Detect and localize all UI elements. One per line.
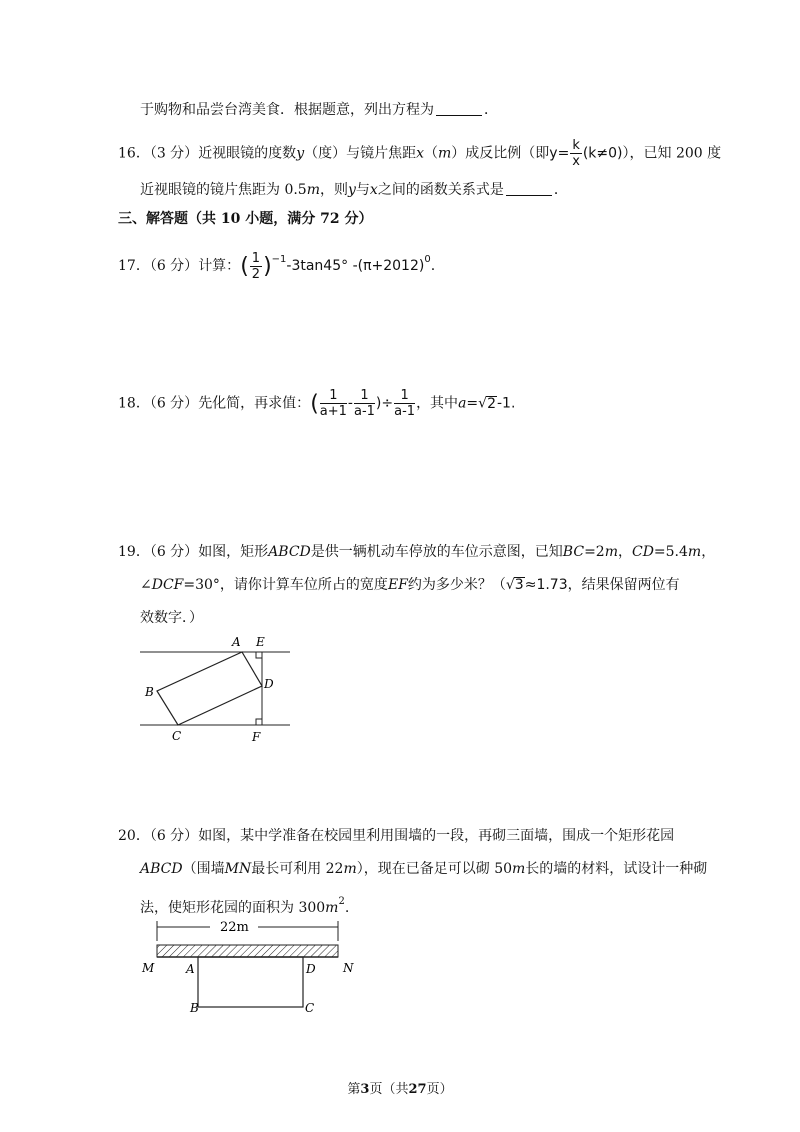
label-E: E — [256, 635, 265, 649]
section-heading: 三、解答题（共 10 小题，满分 72 分） — [118, 211, 373, 227]
label-D: D — [264, 677, 274, 691]
q20-line1: 20．（6 分）如图，某中学准备在校园里利用围墙的一段，再砌三面墙，围成一个矩形花园 — [118, 828, 675, 844]
q19-figure — [135, 628, 295, 743]
q20-line2: ABCD（围墙MN最长可利用 22m），现在已备足可以砌 50m长的墙的材料，试设计一种砌 — [140, 861, 708, 877]
answer-blank — [506, 181, 552, 196]
label-D: D — [306, 962, 316, 976]
q20-figure — [140, 915, 365, 1020]
q16-line2: 近视眼镜的镜片焦距为 0.5m，则y与x之间的函数关系式是 ． — [140, 182, 568, 198]
q18: 18．（6 分）先化简，再求值：( $\frac{1}{a+1}$ - $\frac{1}{a-1}$ )÷ $\frac{1}{a-1}$ ，其中a=√2-1. — [118, 388, 516, 419]
label-M: M — [142, 961, 155, 975]
page-footer: 第3页（共27页） — [347, 1082, 453, 1097]
answer-blank — [436, 101, 482, 116]
label-F: F — [252, 730, 261, 743]
label-C: C — [305, 1001, 315, 1015]
q19-line2: ∠DCF=30°，请你计算车位所占的宽度EF约为多少米？（√3≈1.73，结果保留两位有 — [140, 577, 680, 593]
label-N: N — [343, 961, 354, 975]
length-label: 22m — [220, 920, 249, 935]
q15-tail: 于购物和品尝台湾美食．根据题意，列出方程为 ． — [140, 102, 498, 118]
label-B: B — [190, 1001, 199, 1015]
label-C: C — [172, 729, 182, 743]
formula-fraction: $\frac{k}{x}$ — [572, 138, 580, 169]
q19-line3: 效数字．） — [140, 610, 203, 626]
label-A: A — [232, 635, 241, 649]
label-A: A — [186, 962, 195, 976]
label-B: B — [145, 685, 154, 699]
q19-line1: 19．（6 分）如图，矩形ABCD是供一辆机动车停放的车位示意图，已知BC=2m，CD=5.4m， — [118, 544, 716, 560]
q16-line1: 16．（3 分）近视眼镜的度数y（度）与镜片焦距x（m）成反比例（即y= $\frac{k}{x}$ (k≠0)），已知 200 度 — [118, 138, 722, 169]
q20-line3: 法，使矩形花园的面积为 $300m^2$. — [140, 896, 350, 916]
q17: 17．（6 分）计算：( $\frac{1}{2}$ )$^{-1}$-3tan45° $-(\pi+2012)^0$. — [118, 250, 436, 282]
